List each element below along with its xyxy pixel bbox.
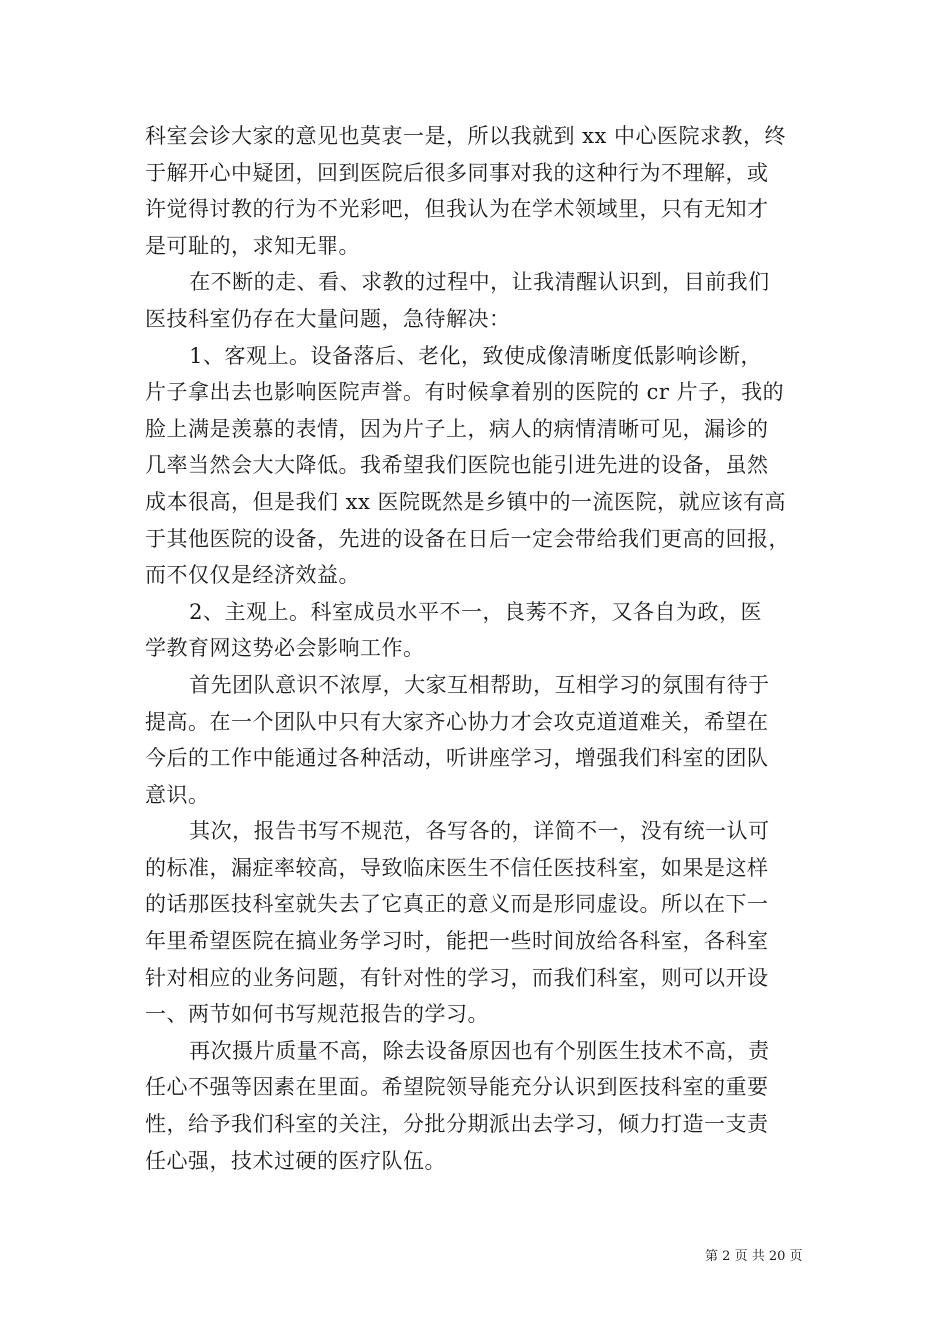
page-number-footer: 第 2 页 共 20 页	[705, 1249, 803, 1264]
paragraph-7: 再次摄片质量不高，除去设备原因也有个别医生技术不高，责 任心不强等因素在里面。希望院领导能充分认识到医技科室的重要 性，给予我们科室的关注，分批分期派出去学习，倾力打造一支责 任心强，技术过硬的医疗队伍。	[145, 1038, 770, 1173]
paragraph-1: 科室会诊大家的意见也莫衷一是，所以我就到 xx 中心医院求教，终 于解开心中疑团，回到医院后很多同事对我的这种行为不理解，或 许觉得讨教的行为不光彩吧，但我认为在学术领域里，只有无知才 是可耻的，求知无罪。	[145, 124, 787, 258]
paragraph-4: 2、主观上。科室成员水平不一，良莠不齐，又各自为政，医 学教育网这势必会影响工作。	[145, 599, 762, 661]
paragraph-2: 在不断的走、看、求教的过程中，让我清醒认识到，目前我们 医技科室仍存在大量问题，急待解决：	[145, 270, 770, 331]
total-pages-number: 20	[768, 1249, 786, 1264]
document-body	[145, 118, 810, 1179]
paragraph-5: 首先团队意识不浓厚，大家互相帮助，互相学习的氛围有待于 提高。在一个团队中只有大家齐心协力才会攻克道道难关，希望在 今后的工作中能通过各种活动，听讲座学习，增强我们科室的团队 意识。	[145, 672, 770, 807]
paragraph-3: 1、客观上。设备落后、老化，致使成像清晰度低影响诊断， 片子拿出去也影响医院声誉。有时候拿着别的医院的 cr 片子，我的 脸上满是羡慕的表情，因为片子上，病人的病情清晰可见，漏诊的 几率当然会大大降低。我希望我们医院也能引进先进的设备，虽然 成本很高，但是我们 xx 医院既然是乡镇中的一流医院，就应该有高 于其他医院的设备，先进的设备在日后一定会带给我们更高的回报， 而不仅仅是经济效益。	[145, 343, 790, 588]
paragraph-6: 其次，报告书写不规范，各写各的，详简不一，没有统一认可 的标准，漏症率较高，导致临床医生不信任医技科室，如果是这样 的话那医技科室就失去了它真正的意义而是形同虚设。所以在下一 年里希望医院在搞业务学习时，能把一些时间放给各科室，各科室 针对相应的业务问题，有针对性的学习，而我们科室，则可以开设 一、两节如何书写规范报告的学习。	[145, 819, 770, 1027]
current-page-number: 2	[722, 1249, 731, 1264]
